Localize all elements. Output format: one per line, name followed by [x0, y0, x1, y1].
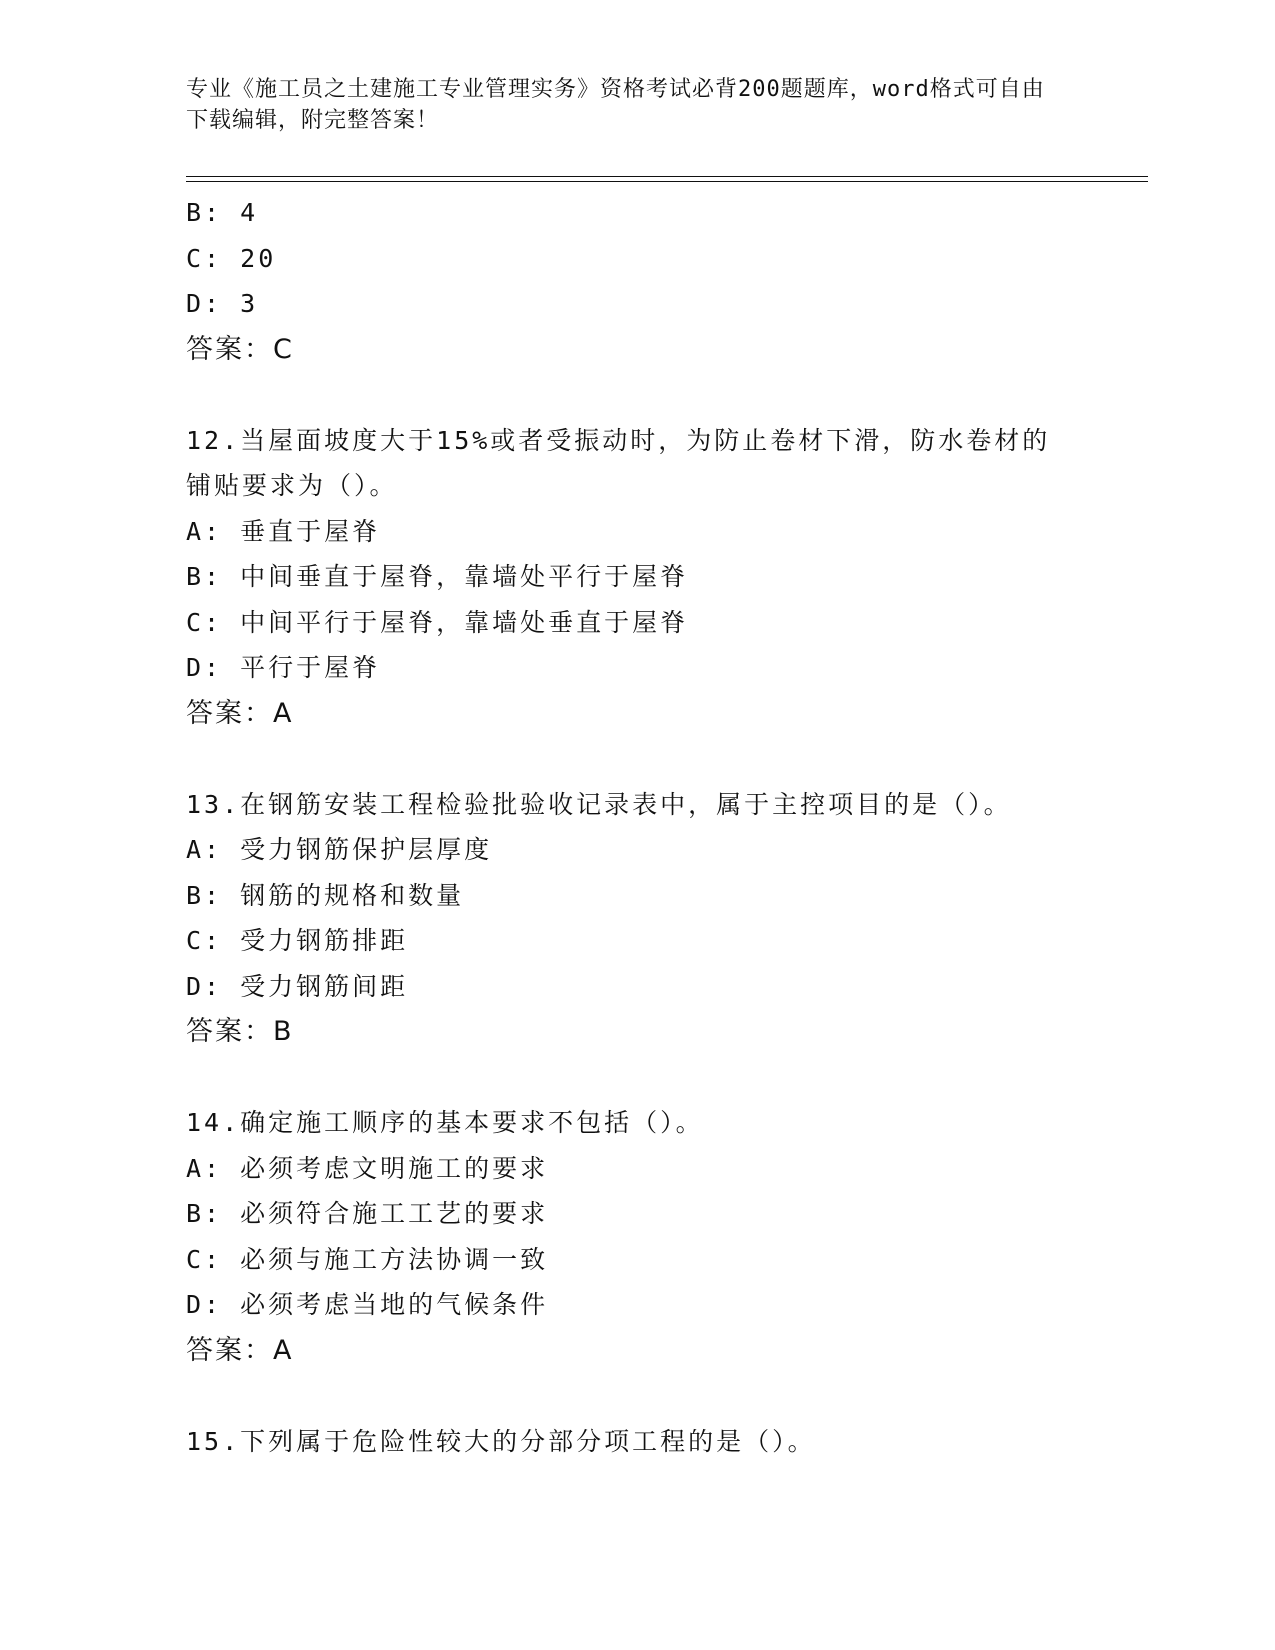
- option-a: A: 垂直于屋脊: [186, 516, 381, 546]
- answer-line: 答案：B: [186, 1016, 294, 1047]
- option-b: B: 钢筋的规格和数量: [186, 880, 465, 910]
- option-d: D: 平行于屋脊: [186, 653, 381, 682]
- spacer: [186, 1055, 1086, 1101]
- spacer: [186, 1373, 1086, 1419]
- answer-line: 答案：A: [186, 697, 294, 729]
- answer-line: 答案：A: [186, 1334, 294, 1366]
- question-block: [186, 1419, 1086, 1465]
- question-stem: 铺贴要求为（）。: [186, 471, 398, 500]
- question-stem: 13.在钢筋安装工程检验批验收记录表中，属于主控项目的是（）。: [186, 789, 1012, 819]
- option-d: D: 必须考虑当地的气候条件: [186, 1290, 549, 1319]
- option-b: B: 4: [186, 198, 259, 227]
- answer-line: 答案：C: [186, 333, 294, 365]
- spacer: [186, 372, 1086, 418]
- option-c: C: 20: [186, 243, 277, 273]
- question-stem: 15.下列属于危险性较大的分部分项工程的是（）。: [186, 1426, 816, 1456]
- question-list: [186, 190, 1086, 1464]
- option-a: A: 受力钢筋保护层厚度: [186, 835, 493, 864]
- option-c: C: 必须与施工方法协调一致: [186, 1244, 549, 1274]
- question-block: [186, 1100, 1086, 1373]
- option-d: D: 受力钢筋间距: [186, 971, 409, 1001]
- option-c: C: 中间平行于屋脊，靠墙处垂直于屋脊: [186, 607, 689, 637]
- question-block: [186, 782, 1086, 1055]
- question-block: [186, 190, 1086, 372]
- option-b: B: 必须符合施工工艺的要求: [186, 1199, 549, 1228]
- spacer: [186, 736, 1086, 782]
- header-rule-bottom: [186, 181, 1148, 182]
- question-stem: 14.确定施工顺序的基本要求不包括（）。: [186, 1108, 704, 1137]
- question-block: [186, 418, 1086, 737]
- option-a: A: 必须考虑文明施工的要求: [186, 1153, 549, 1183]
- option-b: B: 中间垂直于屋脊，靠墙处平行于屋脊: [186, 562, 689, 591]
- header-rule-top: [186, 176, 1148, 177]
- document-header: 专业《施工员之土建施工专业管理实务》资格考试必背200题题库，word格式可自由下载编辑，附完整答案！: [186, 77, 1045, 133]
- question-stem: 12.当屋面坡度大于15%或者受振动时，为防止卷材下滑，防水卷材的: [186, 425, 1051, 455]
- option-d: D: 3: [186, 289, 259, 318]
- option-c: C: 受力钢筋排距: [186, 926, 409, 955]
